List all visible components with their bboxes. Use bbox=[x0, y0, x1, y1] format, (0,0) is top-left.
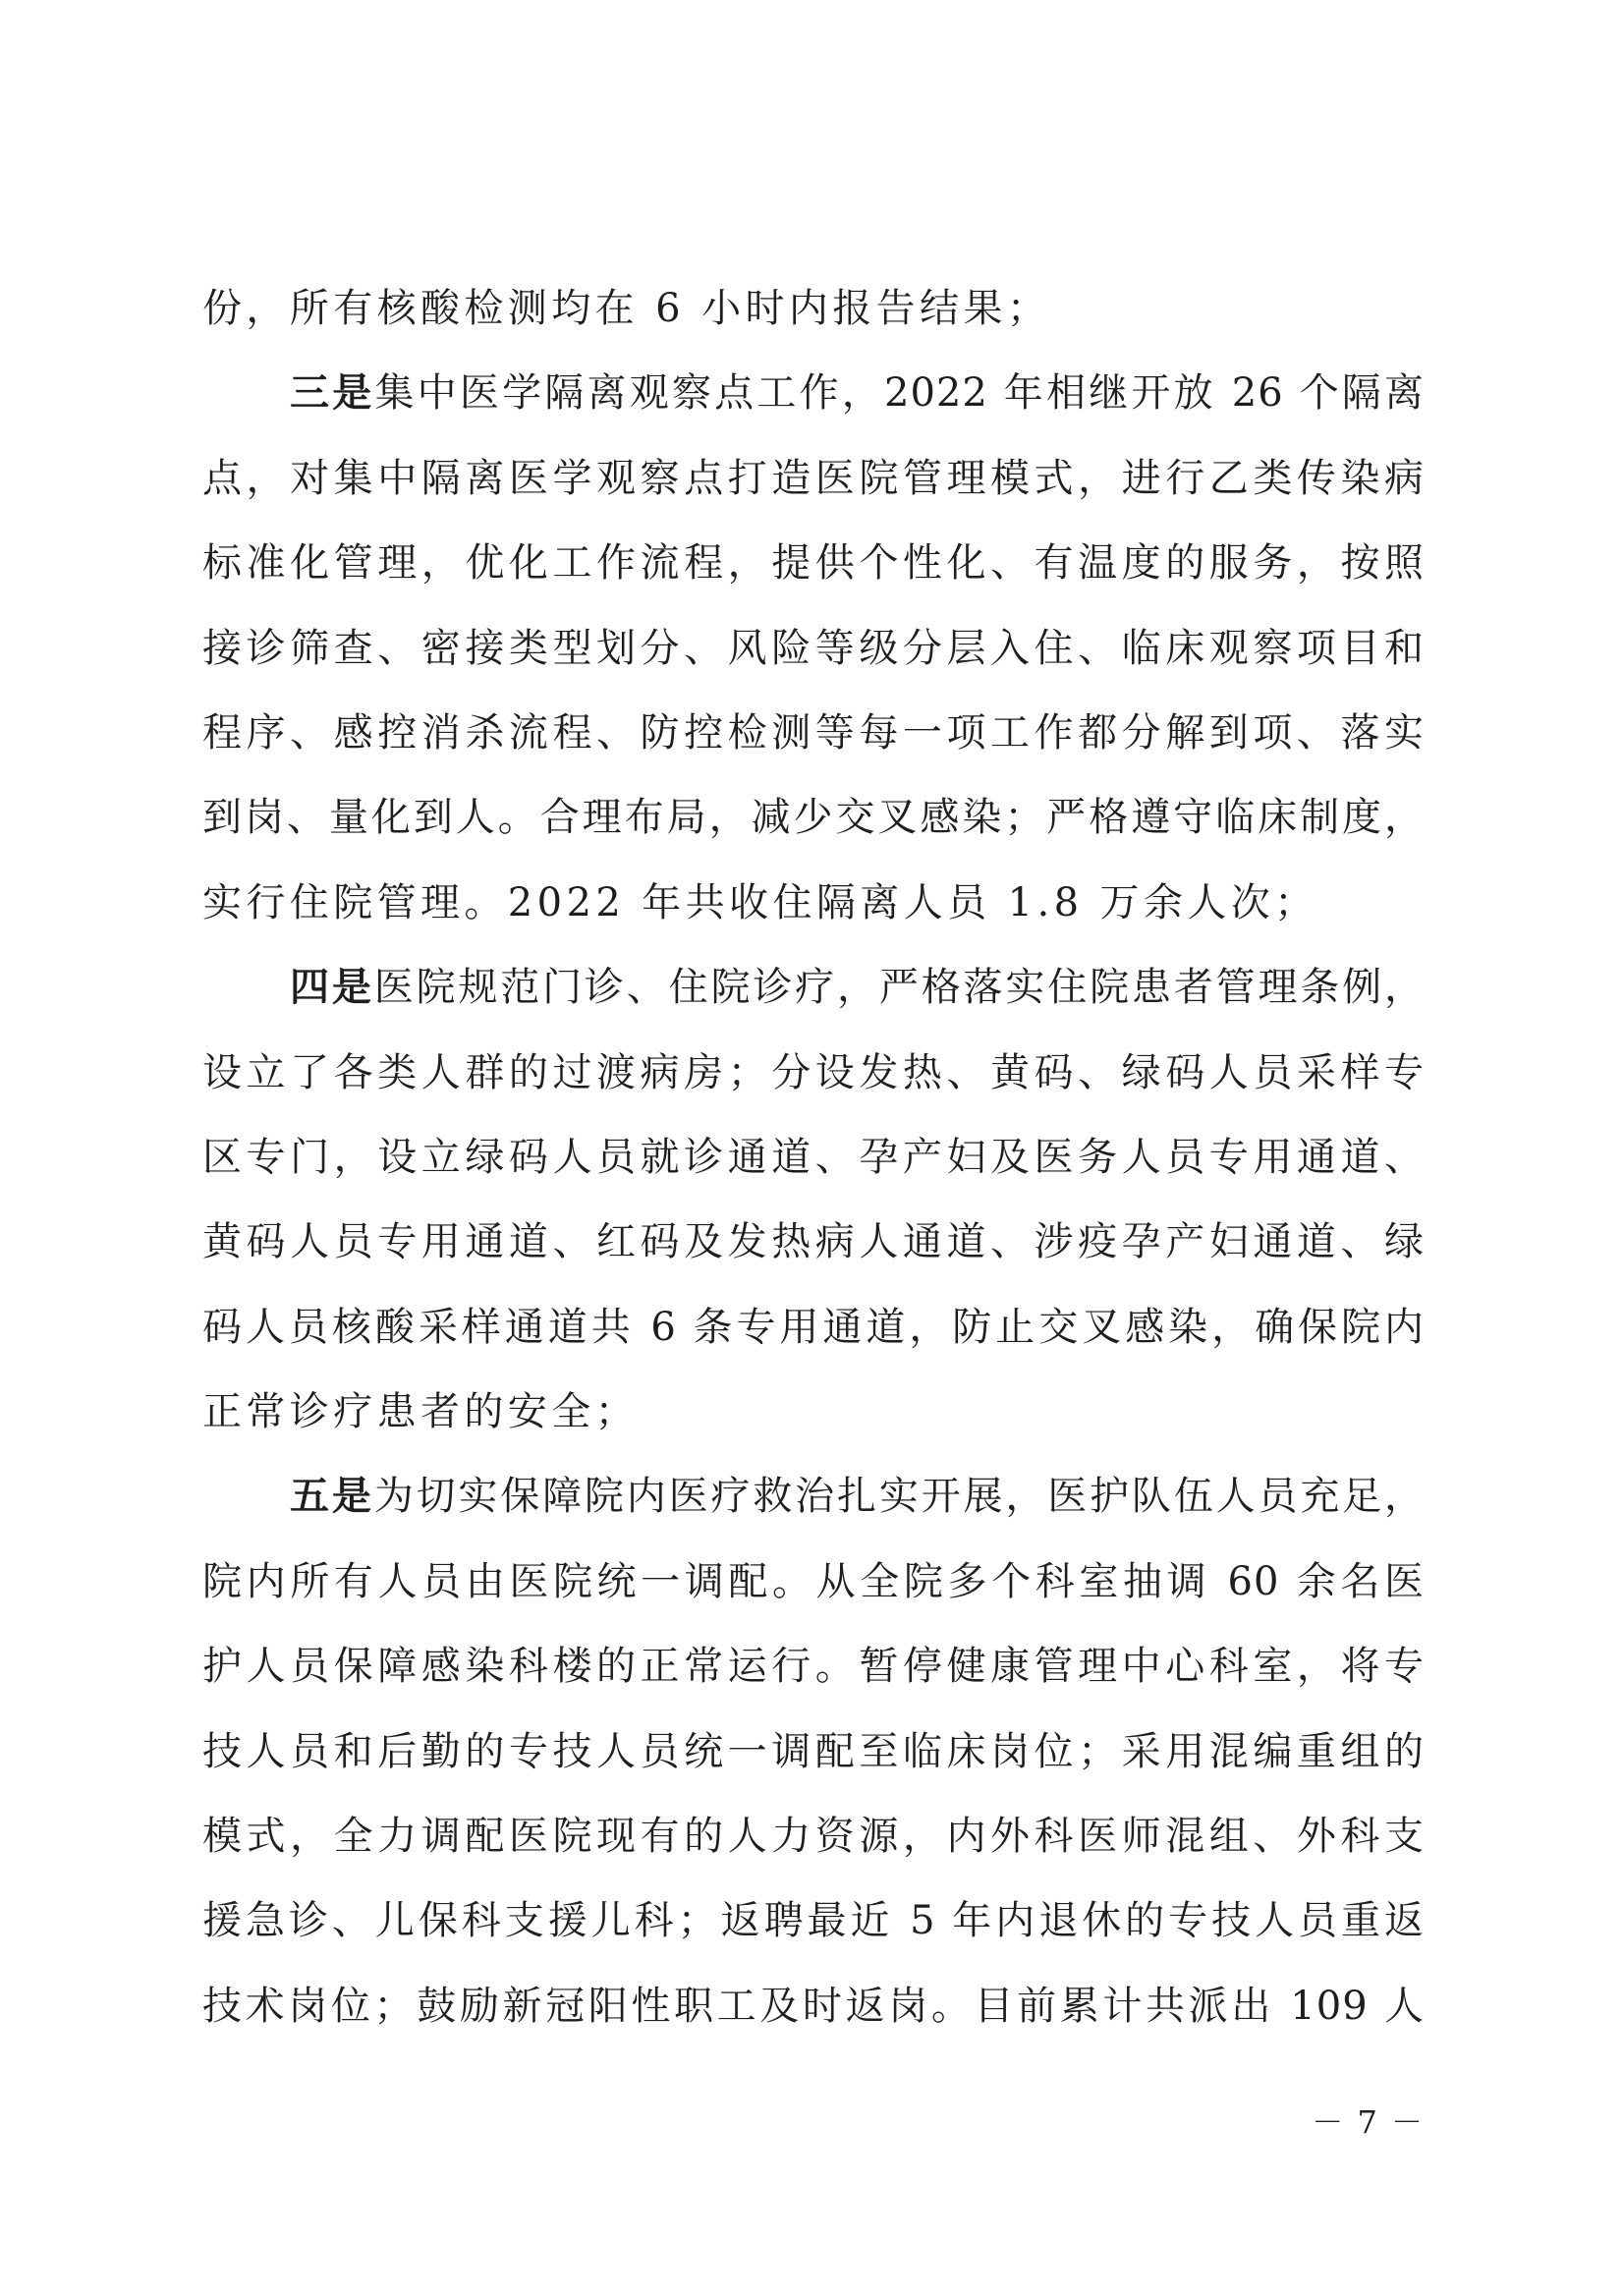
paragraph-line: 接诊筛查、密接类型划分、风险等级分层入住、临床观察项目和 bbox=[202, 625, 1425, 671]
paragraph-line: 技术岗位；鼓励新冠阳性职工及时返岗。目前累计共派出 109 人 bbox=[202, 1983, 1425, 2029]
paragraph-line: 到岗、量化到人。合理布局，减少交叉感染；严格遵守临床制度， bbox=[202, 795, 1425, 841]
paragraph-line: 正常诊疗患者的安全； bbox=[202, 1389, 639, 1435]
paragraph-line: 护人员保障感染科楼的正常运行。暂停健康管理中心科室，将专 bbox=[202, 1644, 1425, 1690]
paragraph-line: 码人员核酸采样通道共 6 条专用通道，防止交叉感染，确保院内 bbox=[202, 1304, 1425, 1350]
paragraph-first-line bbox=[202, 351, 1425, 435]
paragraph-line: 区专门，设立绿码人员就诊通道、孕产妇及医务人员专用通道、 bbox=[202, 1134, 1425, 1180]
paragraph-first-line bbox=[202, 1454, 1425, 1539]
paragraph-line: 援急诊、儿保科支援儿科；返聘最近 5 年内退休的专技人员重返 bbox=[202, 1898, 1425, 1944]
page-number: － 7 － bbox=[1312, 2103, 1425, 2141]
paragraph-lead: 三是 bbox=[290, 369, 375, 417]
paragraph-line: 模式，全力调配医院现有的人力资源，内外科医师混组、外科支 bbox=[202, 1814, 1425, 1860]
paragraph-line: 黄码人员专用通道、红码及发热病人通道、涉疫孕产妇通道、绿 bbox=[202, 1219, 1425, 1265]
paragraph-line: 程序、感控消杀流程、防控检测等每一项工作都分解到项、落实 bbox=[202, 709, 1425, 756]
paragraph-line: 实行住院管理。2022 年共收住隔离人员 1.8 万余人次； bbox=[202, 879, 1318, 925]
paragraph-line: 点，对集中隔离医学观察点打造医院管理模式，进行乙类传染病 bbox=[202, 455, 1425, 501]
paragraph-line: 院内所有人员由医院统一调配。从全院多个科室抽调 60 余名医 bbox=[202, 1558, 1425, 1604]
paragraph-line: 份，所有核酸检测均在 6 小时内报告结果； bbox=[202, 286, 1051, 331]
paragraph-line-text: 集中医学隔离观察点工作，2022 年相继开放 26 个隔离 bbox=[374, 370, 1426, 417]
paragraph-line: 设立了各类人群的过渡病房；分设发热、黄码、绿码人员采样专 bbox=[202, 1049, 1425, 1095]
paragraph-lead: 五是 bbox=[290, 1473, 374, 1520]
paragraph-first-line bbox=[202, 945, 1425, 1030]
paragraph-line: 标准化管理，优化工作流程，提供个性化、有温度的服务，按照 bbox=[202, 540, 1425, 587]
paragraph-line-text: 为切实保障院内医疗救治扎实开展，医护队伍人员充足， bbox=[373, 1474, 1426, 1520]
paragraph-line: 技人员和后勤的专技人员统一调配至临床岗位；采用混编重组的 bbox=[202, 1728, 1425, 1774]
paragraph-line-text: 医院规范门诊、住院诊疗，严格落实住院患者管理条例， bbox=[373, 965, 1426, 1011]
document-body bbox=[202, 266, 1425, 2048]
paragraph-lead: 四是 bbox=[290, 964, 374, 1011]
